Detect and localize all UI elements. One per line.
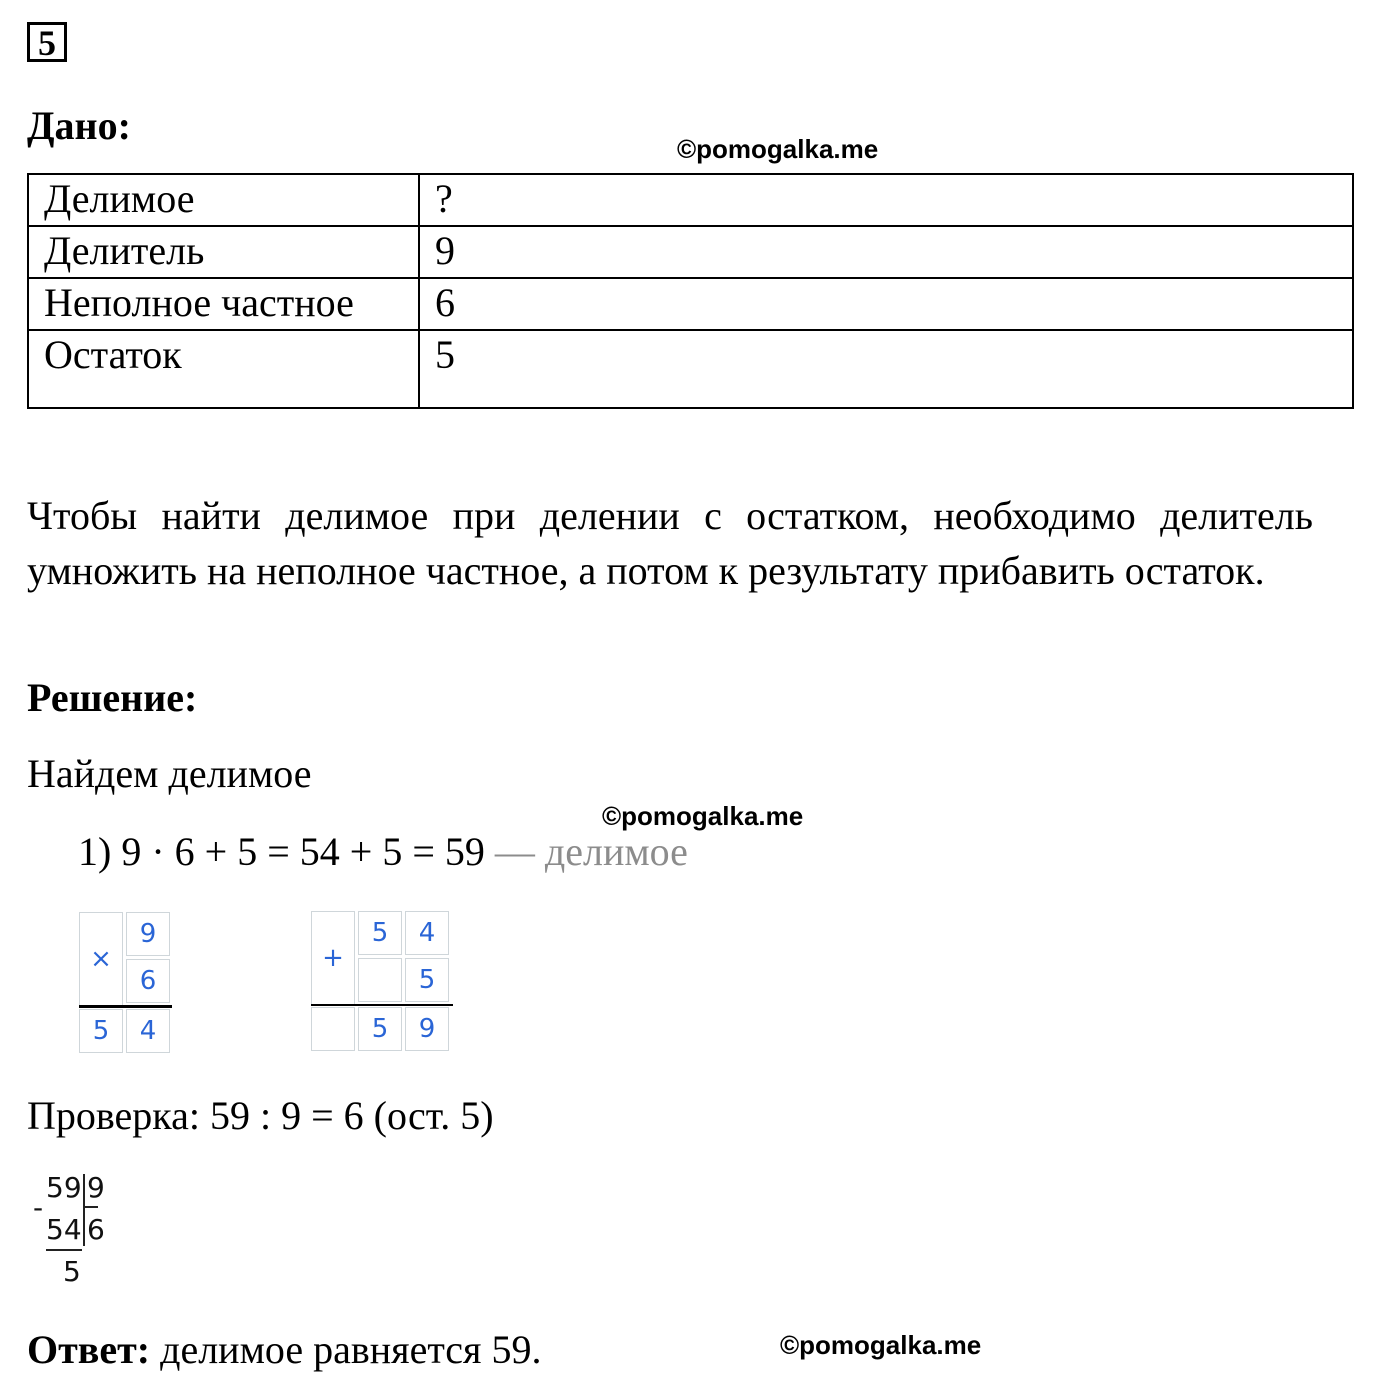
addend1-digit: 5 xyxy=(358,911,402,955)
watermark-top: ©pomogalka.me xyxy=(677,134,879,164)
row-value: ? xyxy=(419,174,1353,226)
answer xyxy=(27,1327,541,1373)
quotient-line xyxy=(85,1206,98,1208)
divisor: 9 xyxy=(87,1171,105,1204)
factor-1: 9 xyxy=(126,912,170,956)
table-row xyxy=(28,330,1353,408)
solution-heading: Решение: xyxy=(27,675,198,720)
solution-step xyxy=(78,829,688,875)
addend1-digit: 4 xyxy=(405,911,449,955)
empty-cell xyxy=(311,1007,355,1051)
solution-intro: Найдем делимое xyxy=(27,751,312,796)
remainder: 5 xyxy=(63,1255,81,1288)
row-value: 5 xyxy=(419,330,1353,408)
minus-sign: - xyxy=(33,1191,44,1224)
factor-2: 6 xyxy=(126,959,170,1003)
check-text: Проверка: 59 : 9 = 6 (ост. 5) xyxy=(27,1093,494,1138)
product-digit: 5 xyxy=(79,1009,123,1053)
row-label: Делитель xyxy=(28,226,419,278)
row-value: 6 xyxy=(419,278,1353,330)
row-label: Остаток xyxy=(28,330,419,408)
rule-paragraph: Чтобы найти делимое при делении с остатком, необходимо делитель умножить на неполное частное, а потом к результату прибавить остаток. xyxy=(27,493,1313,593)
result-line xyxy=(311,1004,453,1006)
subtraction-line xyxy=(46,1249,82,1251)
watermark-bottom: ©pomogalka.me xyxy=(780,1330,982,1360)
plus-sign: + xyxy=(311,911,355,1005)
problem-number: 5 xyxy=(27,22,67,62)
result-line xyxy=(79,1005,172,1008)
row-label: Делимое xyxy=(28,174,419,226)
sum-digit: 5 xyxy=(358,1007,402,1051)
watermark-middle: ©pomogalka.me xyxy=(602,801,804,831)
division-bar xyxy=(83,1174,85,1246)
addition-column xyxy=(311,911,453,1053)
table-row xyxy=(28,226,1353,278)
multiplication-column xyxy=(79,912,173,1054)
subtrahend: 54 xyxy=(46,1213,82,1246)
answer-label: Ответ: xyxy=(27,1327,151,1372)
table-row xyxy=(28,278,1353,330)
step-note: — делимое xyxy=(494,829,688,874)
row-label: Неполное частное xyxy=(28,278,419,330)
product-digit: 4 xyxy=(126,1009,170,1053)
sum-digit: 9 xyxy=(405,1007,449,1051)
quotient: 6 xyxy=(87,1213,105,1246)
given-heading: Дано: xyxy=(27,103,131,148)
row-value: 9 xyxy=(419,226,1353,278)
answer-text: делимое равняется 59. xyxy=(160,1327,542,1372)
dividend: 59 xyxy=(46,1171,82,1204)
empty-cell xyxy=(358,958,402,1002)
given-table xyxy=(27,173,1354,409)
long-division xyxy=(30,1170,110,1290)
addend2-digit: 5 xyxy=(405,958,449,1002)
table-row xyxy=(28,174,1353,226)
multiply-sign: × xyxy=(79,912,123,1006)
step-expression: 1) 9 · 6 + 5 = 54 + 5 = 59 xyxy=(78,829,485,874)
